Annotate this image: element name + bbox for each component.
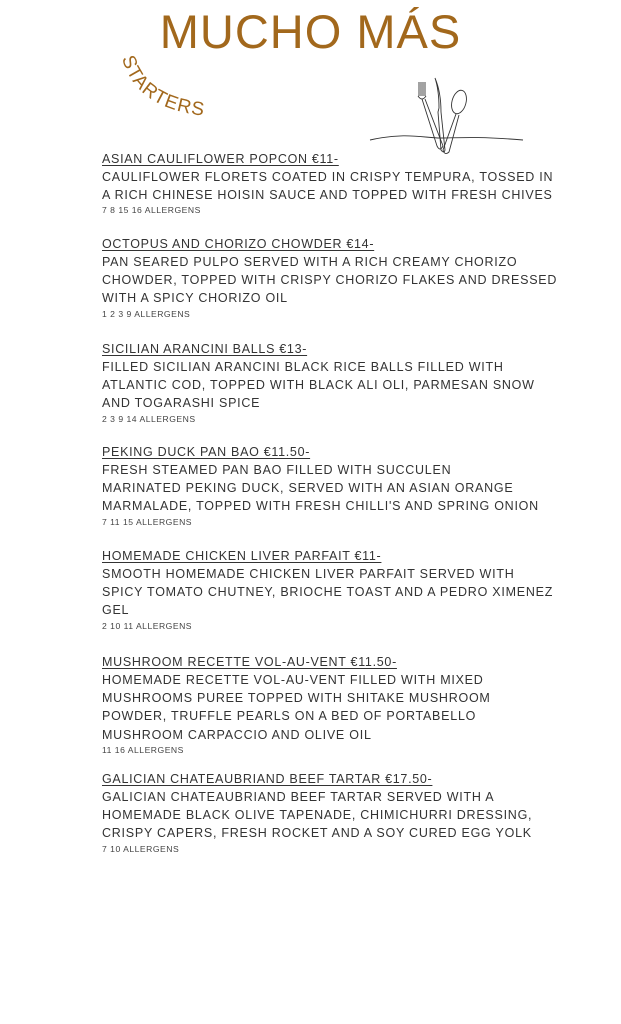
section-heading-starters [108,52,218,132]
item-title: PEKING DUCK PAN BAO €11.50- [102,445,311,459]
item-description-line: CRISPY CAPERS, FRESH ROCKET AND A SOY CURED EGG YOLK [102,826,532,841]
item-description-line: MARMALADE, TOPPED WITH FRESH CHILLI'S AND SPRING ONION [102,499,539,514]
menu-item [102,547,602,632]
item-allergens: 7 11 15 ALLERGENS [102,516,193,527]
menu-item [102,235,602,320]
item-title: OCTOPUS AND CHORIZO CHOWDER €14- [102,237,375,251]
item-description-line: MUSHROOM CARPACCIO AND OLIVE OIL [102,727,372,742]
menu-item [102,653,602,756]
restaurant-name [0,4,621,59]
item-description-line: MARINATED PEKING DUCK, SERVED WITH AN ASIAN ORANGE [102,481,514,496]
item-description-line: ATLANTIC COD, TOPPED WITH BLACK ALI OLI, PARMESAN SNOW [102,378,535,393]
item-description-line: CAULIFLOWER FLORETS COATED IN CRISPY TEMPURA, TOSSED IN [102,170,554,184]
item-description-line: HOMEMADE BLACK OLIVE TAPENADE, CHIMICHURRI DRESSING, [102,808,533,823]
item-description-line: MUSHROOMS PUREE TOPPED WITH SHITAKE MUSHROOM [102,691,491,706]
cutlery-illustration-icon [355,72,525,162]
item-description-line: FILLED SICILIAN ARANCINI BLACK RICE BALLS FILLED WITH [102,360,504,374]
item-description-line: FRESH STEAMED PAN BAO FILLED WITH SUCCULEN [102,463,452,477]
item-description-line: GEL [102,603,130,618]
item-description-line: SPICY TOMATO CHUTNEY, BRIOCHE TOAST AND A PEDRO XIMENEZ [102,585,554,600]
menu-item [102,443,602,528]
menu-item [102,770,602,855]
item-description-line: SMOOTH HOMEMADE CHICKEN LIVER PARFAIT SERVED WITH [102,567,515,581]
item-allergens: 1 2 3 9 ALLERGENS [102,308,191,319]
item-description-line: WITH A SPICY CHORIZO OIL [102,291,288,306]
item-title: GALICIAN CHATEAUBRIAND BEEF TARTAR €17.50- [102,772,433,786]
item-description-line: PAN SEARED PULPO SERVED WITH A RICH CREAMY CHORIZO [102,255,518,269]
restaurant-name-text: MUCHO MÁS [159,5,462,58]
item-description-line: HOMEMADE RECETTE VOL-AU-VENT FILLED WITH MIXED [102,673,484,687]
section-heading-text: STARTERS [117,52,207,121]
item-description-line: GALICIAN CHATEAUBRIAND BEEF TARTAR SERVED WITH A [102,790,495,804]
item-description-line: POWDER, TRUFFLE PEARLS ON A BED OF PORTABELLO [102,709,477,724]
item-title: SICILIAN ARANCINI BALLS €13- [102,342,308,356]
menu-item [102,340,602,425]
item-description-line: A RICH CHINESE HOISIN SAUCE AND TOPPED WITH FRESH CHIVES [102,188,553,203]
item-description-line: AND TOGARASHI SPICE [102,396,261,411]
svg-text:STARTERS [117,53,206,121]
item-allergens: 2 10 11 ALLERGENS [102,620,193,631]
item-allergens: 7 8 15 16 ALLERGENS [102,205,201,216]
item-description-line: CHOWDER, TOPPED WITH CRISPY CHORIZO FLAKES AND DRESSED [102,273,558,288]
menu-item [102,150,602,216]
item-allergens: 11 16 ALLERGENS [102,744,184,755]
item-title: ASIAN CAULIFLOWER POPCON €11- [102,152,339,166]
item-allergens: 7 10 ALLERGENS [102,843,180,854]
item-title: HOMEMADE CHICKEN LIVER PARFAIT €11- [102,549,382,563]
item-allergens: 2 3 9 14 ALLERGENS [102,413,196,424]
item-title: MUSHROOM RECETTE VOL-AU-VENT €11.50- [102,655,397,669]
